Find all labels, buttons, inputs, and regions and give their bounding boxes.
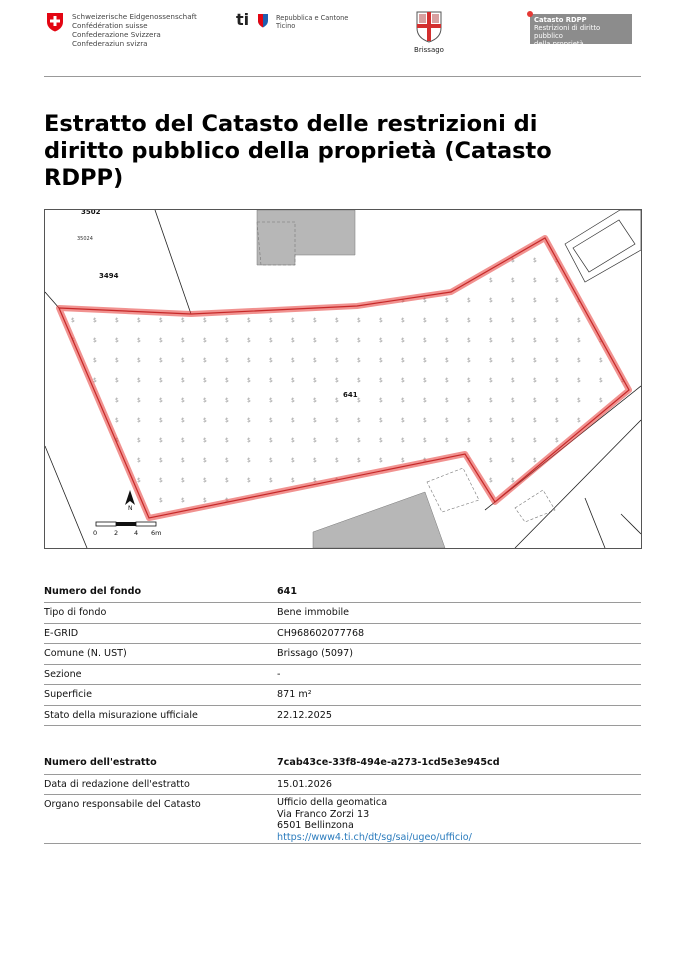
- organ-value: [277, 797, 472, 843]
- parcel-boundary: [621, 514, 641, 534]
- scale-label: 0: [93, 529, 98, 537]
- row-label: Numero del fondo: [44, 586, 142, 597]
- dashed-footprint: [515, 490, 555, 522]
- confederation-line: Confederazione Svizzera: [72, 30, 161, 39]
- parcel-label-641: 641: [343, 391, 358, 399]
- row-label: Comune (N. UST): [44, 648, 127, 659]
- table-row: [44, 644, 641, 665]
- extract-date-label: Data di redazione dell'estratto: [44, 779, 190, 790]
- building: [257, 210, 355, 265]
- north-arrow-icon: [125, 490, 135, 512]
- parcel-boundary: [585, 498, 605, 548]
- parcel-boundary: [155, 210, 191, 314]
- parcel-info-table: [44, 582, 641, 726]
- building: [313, 492, 445, 548]
- confederation-line: Schweizerische Eidgenossenschaft: [72, 12, 197, 21]
- parcel-boundary: [45, 292, 59, 308]
- header-divider: [44, 76, 641, 77]
- table-row: [44, 706, 641, 726]
- canton-line: Repubblica e Cantone: [276, 14, 349, 22]
- building-outline: [573, 220, 635, 272]
- scale-label: 4: [134, 529, 139, 537]
- row-value: Bene immobile: [277, 607, 350, 618]
- row-label: Stato della misurazione ufficiale: [44, 710, 198, 721]
- confederation-line: Confédération suisse: [72, 21, 148, 30]
- row-label: Sezione: [44, 669, 82, 680]
- page-title: Estratto del Catasto delle restrizioni di diritto pubblico della proprietà (Catasto RDPP): [44, 111, 552, 191]
- table-row: [44, 753, 641, 775]
- organ-website-link[interactable]: https://www4.ti.ch/dt/sg/sai/ugeo/ufficio/: [277, 831, 472, 843]
- canton-text: [276, 14, 348, 30]
- municipality-name: Brissago: [414, 46, 444, 54]
- organ-label: Organo responsabile del Catasto: [44, 799, 201, 810]
- extract-date-value: 15.01.2026: [277, 779, 332, 790]
- parcel-label-3502: 3502: [81, 210, 101, 216]
- organ-line: Via Franco Zorzi 13: [277, 808, 370, 820]
- swiss-coat-of-arms-icon: [46, 12, 64, 32]
- table-row: [44, 665, 641, 685]
- confederation-line: Confederaziun svizra: [72, 39, 148, 48]
- rdpp-badge-subtitle: Restrizioni di diritto pubblico: [534, 24, 601, 40]
- row-label: Superficie: [44, 689, 92, 700]
- extract-info-table: [44, 753, 641, 844]
- parcel-label-35024: 35024: [77, 236, 93, 242]
- rdpp-badge-subtitle: della proprietà: [534, 40, 584, 48]
- extract-number-value: 7cab43ce-33f8-494e-a273-1cd5e3e945cd: [277, 757, 500, 768]
- canton-line: Ticino: [276, 22, 296, 30]
- table-row: [44, 624, 641, 644]
- parcel-label-3494: 3494: [99, 272, 119, 280]
- table-row: [44, 685, 641, 706]
- rdpp-dot-icon: [527, 11, 533, 17]
- rdpp-badge-title: Catasto RDPP: [534, 16, 587, 24]
- table-row: [44, 582, 641, 603]
- row-label: Tipo di fondo: [44, 607, 107, 618]
- organ-line: 6501 Bellinzona: [277, 820, 354, 831]
- scale-bar: [93, 522, 161, 537]
- parcel-map[interactable]: [44, 209, 642, 549]
- brissago-coat-of-arms-icon: [415, 10, 443, 44]
- row-value: CH968602077768: [277, 628, 365, 639]
- north-label: N: [128, 505, 133, 512]
- extract-number-label: Numero dell'estratto: [44, 757, 157, 768]
- confederation-text: [72, 12, 197, 48]
- table-row: [44, 603, 641, 624]
- table-row: [44, 775, 641, 795]
- row-value: 22.12.2025: [277, 710, 332, 721]
- row-value: 641: [277, 586, 298, 597]
- ticino-logo-icon: [236, 11, 270, 29]
- scale-label: 2: [114, 529, 119, 537]
- row-value: -: [277, 669, 281, 680]
- row-value: Brissago (5097): [277, 648, 353, 659]
- map-canvas: [45, 210, 641, 548]
- parcel-boundary: [45, 446, 87, 548]
- dashed-footprint: [427, 468, 479, 512]
- scale-label: 6m: [151, 529, 162, 537]
- page-header: [0, 0, 689, 78]
- row-value: 871 m²: [277, 689, 312, 700]
- organ-line: Ufficio della geomatica: [277, 797, 388, 808]
- row-label: E-GRID: [44, 628, 79, 639]
- rdpp-badge: [530, 14, 632, 48]
- table-row: [44, 795, 641, 844]
- svg-text:ti: ti: [236, 11, 250, 29]
